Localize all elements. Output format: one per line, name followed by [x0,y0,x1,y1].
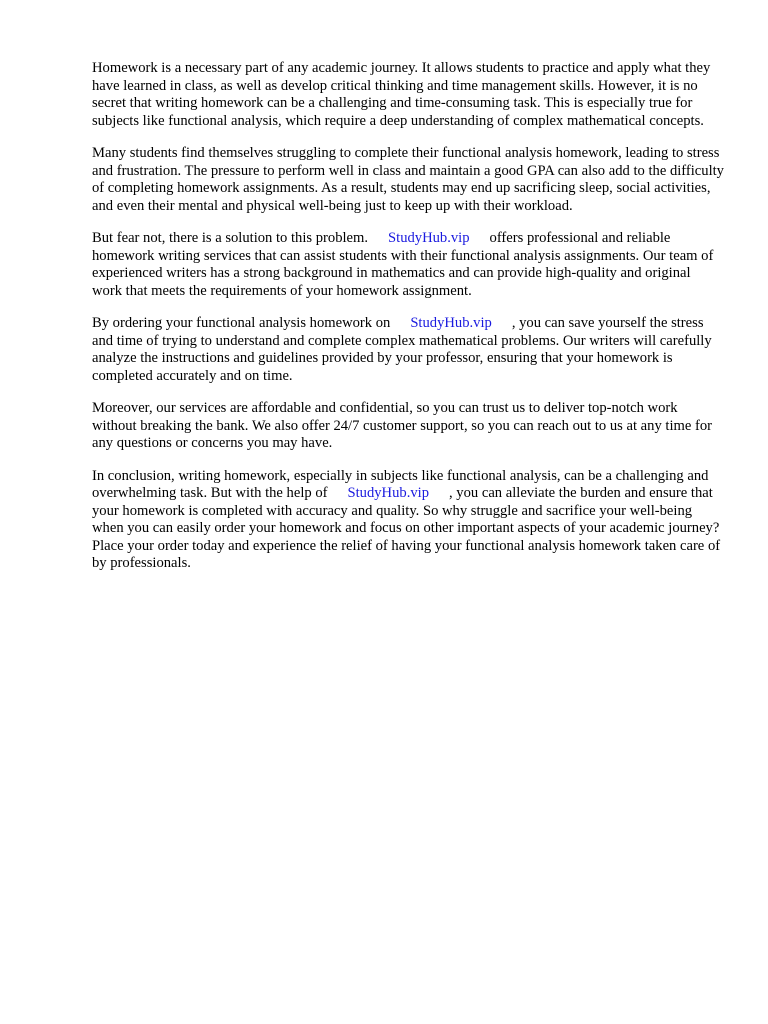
paragraph-struggles [92,145,724,215]
paragraph-text-before-link: But fear not, there is a solution to this problem. [92,230,369,246]
paragraph-text-after-link: , you can save yourself the stress and time of trying to understand and complete complex mathematical problems. Our writers will carefully analyze the instructions and guidelines provided by your professor, ensuring that your homework is completed accurately and on time. [92,315,712,384]
paragraph-text: Moreover, our services are affordable and confidential, so you can trust us to deliver top-notch work without breaking the bank. We also offer 24/7 customer support, so you can reach out to us at any time for any questions or concerns you may have. [92,400,712,451]
paragraph-services [92,400,724,453]
paragraph-conclusion [92,468,724,573]
paragraph-text: Homework is a necessary part of any academic journey. It allows students to practice and apply what they have learned in class, as well as develop critical thinking and time management skills. However, it is no secret that writing homework can be a challenging and time-consuming task. This is especially true for subjects like functional analysis, which require a deep understanding of complex mathematical concepts. [92,60,711,129]
paragraph-text-after-link: , you can alleviate the burden and ensure that your homework is completed with accuracy and quality. So why struggle and sacrifice your well-being when you can easily order your homework and focus on other important aspects of your academic journey? Place your order today and experience the relief of having your functional analysis homework taken care of by professionals. [92,485,721,571]
paragraph-text-before-link: By ordering your functional analysis homework on [92,315,391,331]
paragraph-text: Many students find themselves struggling to complete their functional analysis homework, leading to stress and frustration. The pressure to perform well in class and maintain a good GPA can also add to the difficulty of completing homework assignments. As a result, students may end up sacrificing sleep, social activities, and even their mental and physical well-being just to keep up with their workload. [92,145,724,214]
document-body [92,60,724,588]
studyhub-link[interactable]: StudyHub.vip [388,230,470,246]
paragraph-text-after-link: offers professional and reliable homework writing services that can assist students with their functional analysis assignments. Our team of experienced writers has a strong background in mathematics and can provide high-quality and original work that meets the requirements of your homework assignment. [92,230,714,299]
paragraph-intro [92,60,724,130]
studyhub-link[interactable]: StudyHub.vip [410,315,492,331]
paragraph-text-before-link: In conclusion, writing homework, especially in subjects like functional analysis, can be a challenging and overwhelming task. But with the help of [92,467,709,501]
studyhub-link[interactable]: StudyHub.vip [347,485,429,501]
paragraph-ordering [92,315,724,385]
paragraph-solution [92,230,724,300]
